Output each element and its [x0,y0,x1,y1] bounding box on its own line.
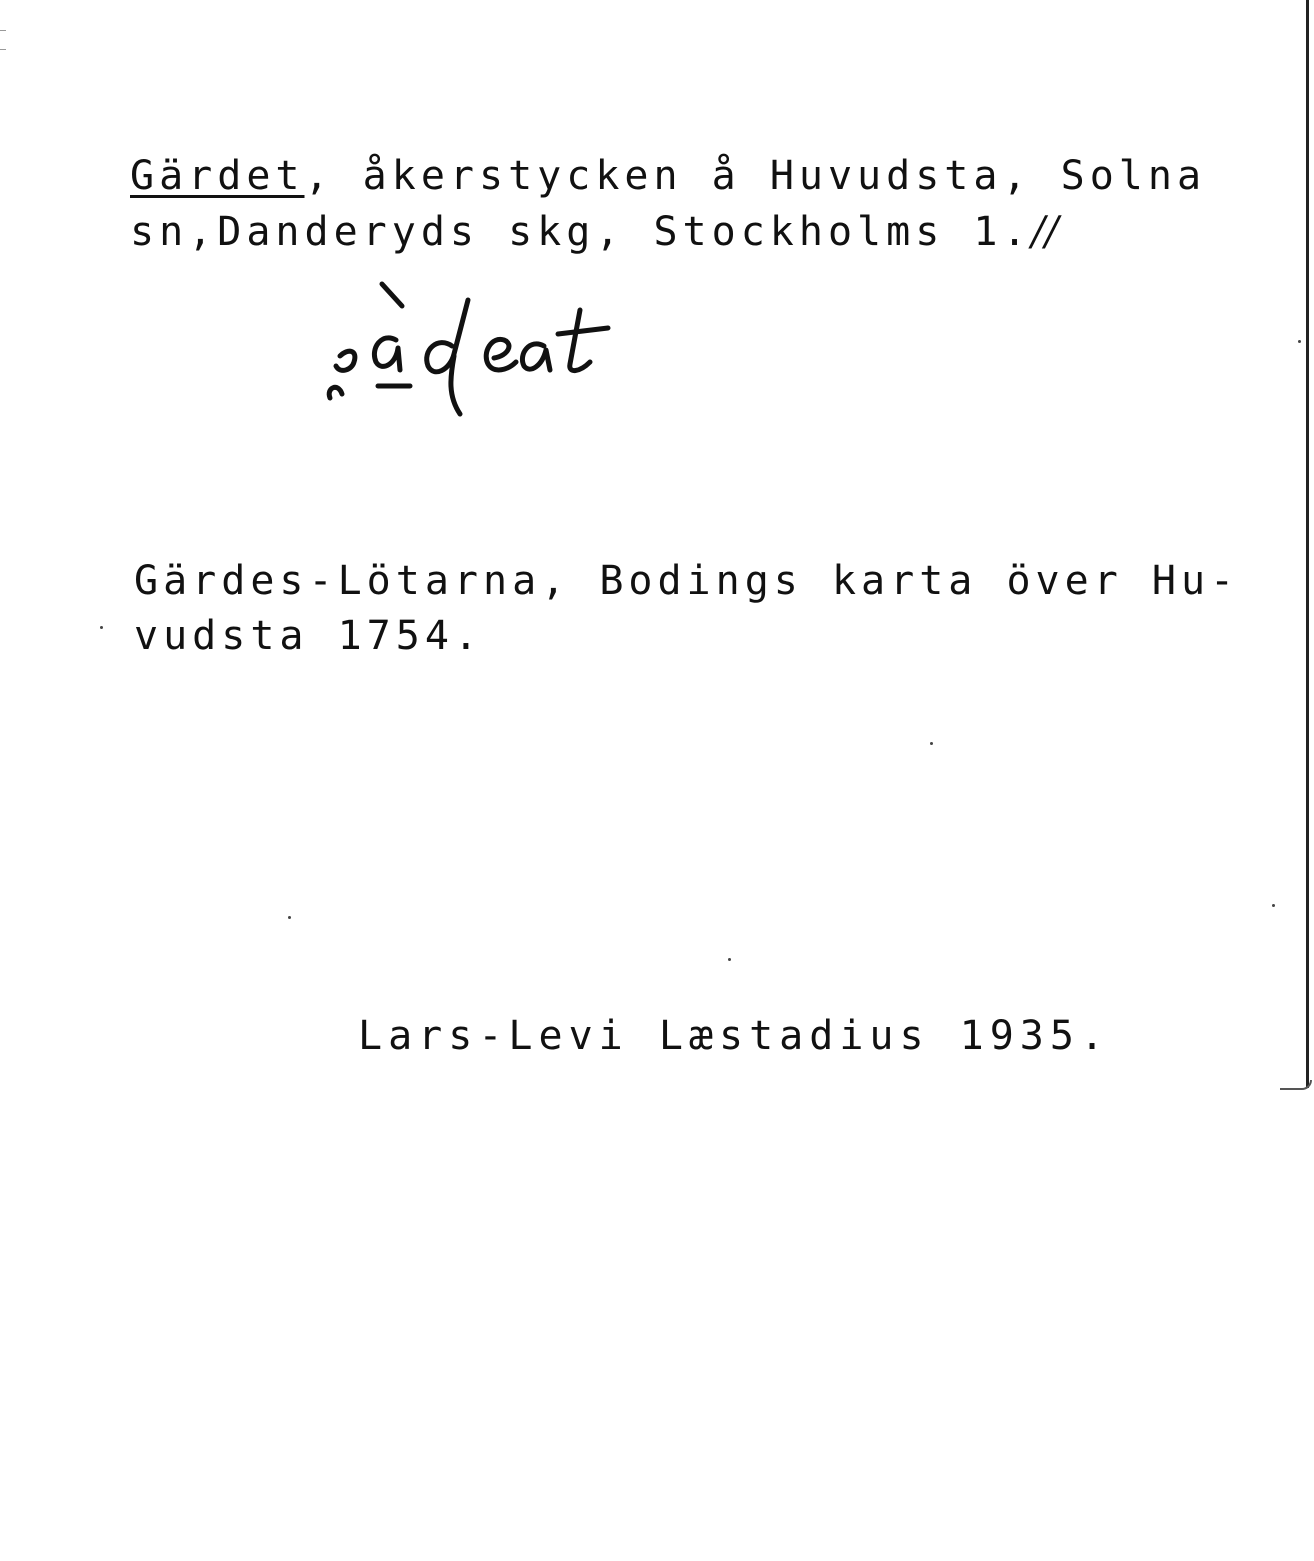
headword: Gärdet [130,153,305,199]
ink-speck [1298,340,1301,343]
signature: Lars-Levi Læstadius 1935. [358,1013,1111,1059]
card-corner-curl [1280,1080,1312,1090]
ink-speck [728,958,731,961]
handwritten-pronunciation [318,278,628,428]
card-right-edge [1306,0,1309,1088]
ink-speck [930,742,933,745]
handwritten-mark: // [1031,209,1059,255]
entry-line-2-text: sn,Danderyds skg, Stockholms 1. [130,209,1032,255]
entry-line-2 [130,208,1059,256]
entry-line-1-text: , åkerstycken å Huvudsta, Solna [304,153,1207,199]
note-line-2: vudsta 1754. [134,613,483,659]
entry-line-1 [130,152,1206,200]
card-edge-mark [0,30,6,50]
ink-speck [1272,904,1275,907]
ink-speck [100,626,103,629]
ink-speck [288,916,291,919]
note-line-1: Gärdes-Lötarna, Bodings karta över Hu- [134,558,1240,604]
